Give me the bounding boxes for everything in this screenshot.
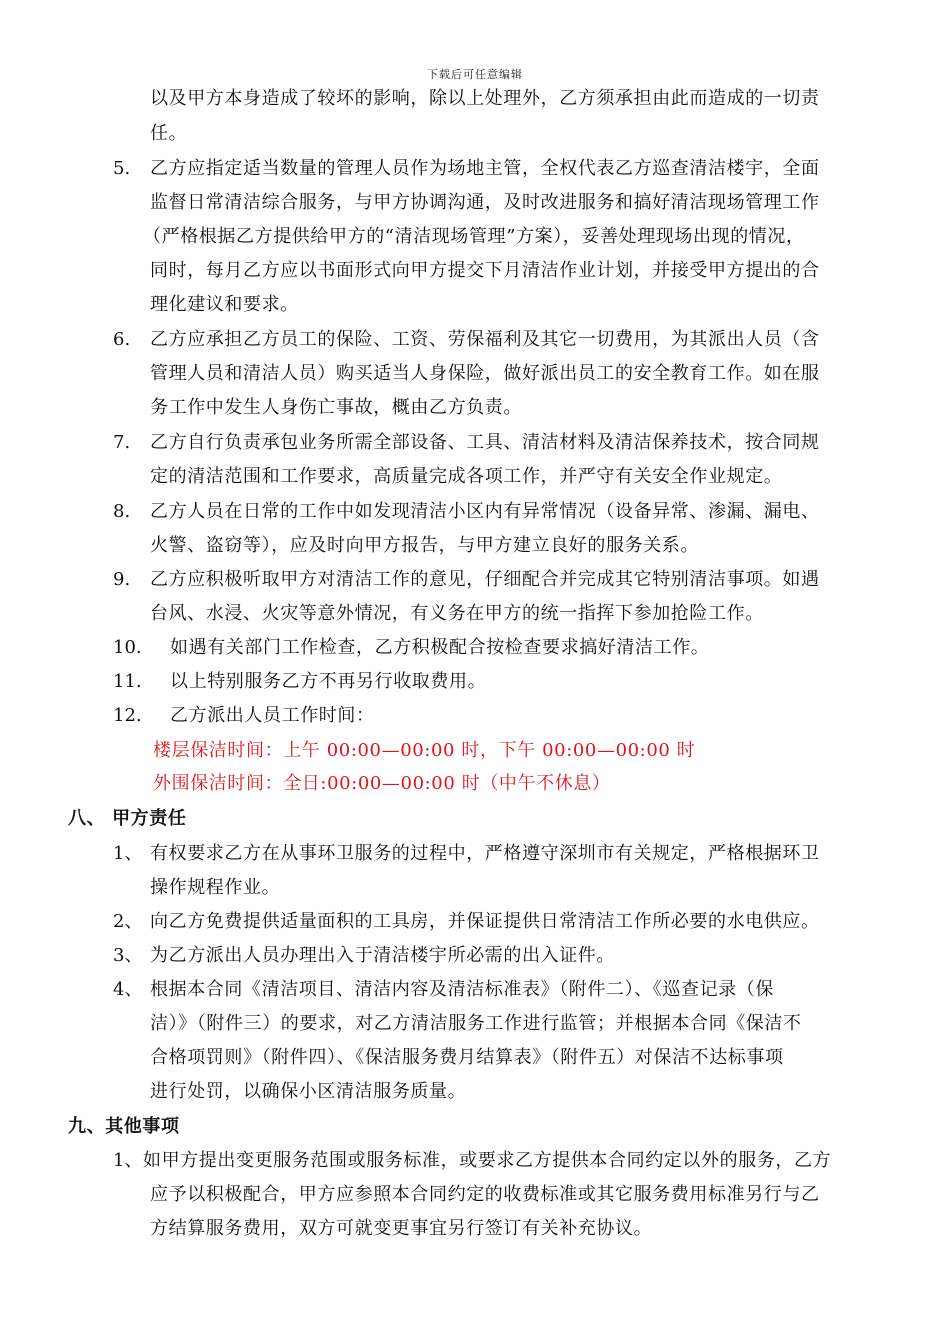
section8-title: 八、 甲方责任 xyxy=(68,808,187,829)
item10-text: 如遇有关部门工作检查，乙方积极配合按检查要求搞好清洁工作。 xyxy=(170,637,710,658)
section9-title: 九、其他事项 xyxy=(68,1116,180,1137)
item8-number: 8. xyxy=(113,501,131,522)
item7-line-2: 定的清洁范围和工作要求，高质量完成各项工作，并严守有关安全作业规定。 xyxy=(150,466,783,487)
s9-item1-line-1: 如甲方提出变更服务范围或服务标准，或要求乙方提供本合同约定以外的服务，乙方 xyxy=(143,1150,832,1171)
item12-text: 乙方派出人员工作时间： xyxy=(170,705,375,726)
s9-item1-line-3: 方结算服务费用，双方可就变更事宜另行签订有关补充协议。 xyxy=(150,1218,653,1239)
item8-line-2: 火警、盗窃等），应及时向甲方报告，与甲方建立良好的服务关系。 xyxy=(150,535,699,556)
s9-item1-number: 1、 xyxy=(113,1150,143,1171)
item11-text: 以上特别服务乙方不再另行收取费用。 xyxy=(170,671,487,692)
item7-line-1: 乙方自行负责承包业务所需全部设备、工具、清洁材料及清洁保养技术，按合同规 xyxy=(150,432,820,453)
item12-number: 12. xyxy=(113,705,142,726)
item6-line-1: 乙方应承担乙方员工的保险、工资、劳保福利及其它一切费用，为其派出人员（含 xyxy=(150,329,820,350)
item6-line-2: 管理人员和清洁人员）购买适当人身保险，做好派出员工的安全教育工作。如在服 xyxy=(150,363,820,384)
s8-item4-line-2: 洁）》（附件三）的要求，对乙方清洁服务工作进行监管；并根据本合同《保洁不 xyxy=(150,1013,802,1034)
s8-item1-line-2: 操作规程作业。 xyxy=(150,877,281,898)
s8-item2-number: 2、 xyxy=(113,911,143,932)
s9-item1-line-2: 应予以积极配合，甲方应参照本合同约定的收费标准或其它服务费用标准另行与乙 xyxy=(150,1184,820,1205)
s8-item2-line-1: 向乙方免费提供适量面积的工具房，并保证提供日常清洁工作所必要的水电供应。 xyxy=(150,911,820,932)
header-note: 下载后可任意编辑 xyxy=(427,68,523,81)
item7-number: 7. xyxy=(113,432,131,453)
s8-item3-line-1: 为乙方派出人员办理出入于清洁楼宇所必需的出入证件。 xyxy=(150,945,615,966)
item9-line-1: 乙方应积极听取甲方对清洁工作的意见，仔细配合并完成其它特别清洁事项。如遇 xyxy=(150,569,820,590)
item6-number: 6. xyxy=(113,329,131,350)
item9-line-2: 台风、水浸、火灾等意外情况，有义务在甲方的统一指挥下参加抢险工作。 xyxy=(150,603,764,624)
outer-cleaning-time: 外围保洁时间：全日:00:00—00:00 时（中午不休息） xyxy=(153,773,611,794)
item9-number: 9. xyxy=(113,569,131,590)
item10-number: 10. xyxy=(113,637,142,658)
item11-number: 11. xyxy=(113,671,142,692)
s8-item1-line-1: 有权要求乙方在从事环卫服务的过程中，严格遵守深圳市有关规定，严格根据环卫 xyxy=(150,843,820,864)
item5-line-5: 理化建议和要求。 xyxy=(150,294,299,315)
item5-line-1: 乙方应指定适当数量的管理人员作为场地主管，全权代表乙方巡查清洁楼宇，全面 xyxy=(150,158,820,179)
s8-item4-line-4: 进行处罚，以确保小区清洁服务质量。 xyxy=(150,1081,467,1102)
item5-line-4: 同时，每月乙方应以书面形式向甲方提交下月清洁作业计划，并接受甲方提出的合 xyxy=(150,260,820,281)
s8-item1-number: 1、 xyxy=(113,843,143,864)
s8-item4-line-3: 合格项罚则》（附件四）、《保洁服务费月结算表》（附件五）对保洁不达标事项 xyxy=(150,1047,784,1068)
item4-line-1: 以及甲方本身造成了较坏的影响，除以上处理外，乙方须承担由此而造成的一切责 xyxy=(150,88,820,109)
item5-line-2: 监督日常清洁综合服务，与甲方协调沟通，及时改进服务和搞好清洁现场管理工作 xyxy=(150,192,820,213)
floor-cleaning-time: 楼层保洁时间：上午 00:00—00:00 时，下午 00:00—00:00 时 xyxy=(153,740,696,761)
item5-line-3: （严格根据乙方提供给甲方的“清洁现场管理”方案），妥善处理现场出现的情况， xyxy=(143,226,805,247)
s8-item4-line-1: 根据本合同《清洁项目、清洁内容及清洁标准表》（附件二）、《巡查记录（保 xyxy=(150,979,774,1000)
item5-number: 5. xyxy=(113,158,131,179)
s8-item3-number: 3、 xyxy=(113,945,143,966)
item6-line-3: 务工作中发生人身伤亡事故，概由乙方负责。 xyxy=(150,397,522,418)
s8-item4-number: 4、 xyxy=(113,979,143,1000)
item8-line-1: 乙方人员在日常的工作中如发现清洁小区内有异常情况（设备异常、渗漏、漏电、 xyxy=(150,501,820,522)
item4-line-2: 任。 xyxy=(150,123,188,144)
